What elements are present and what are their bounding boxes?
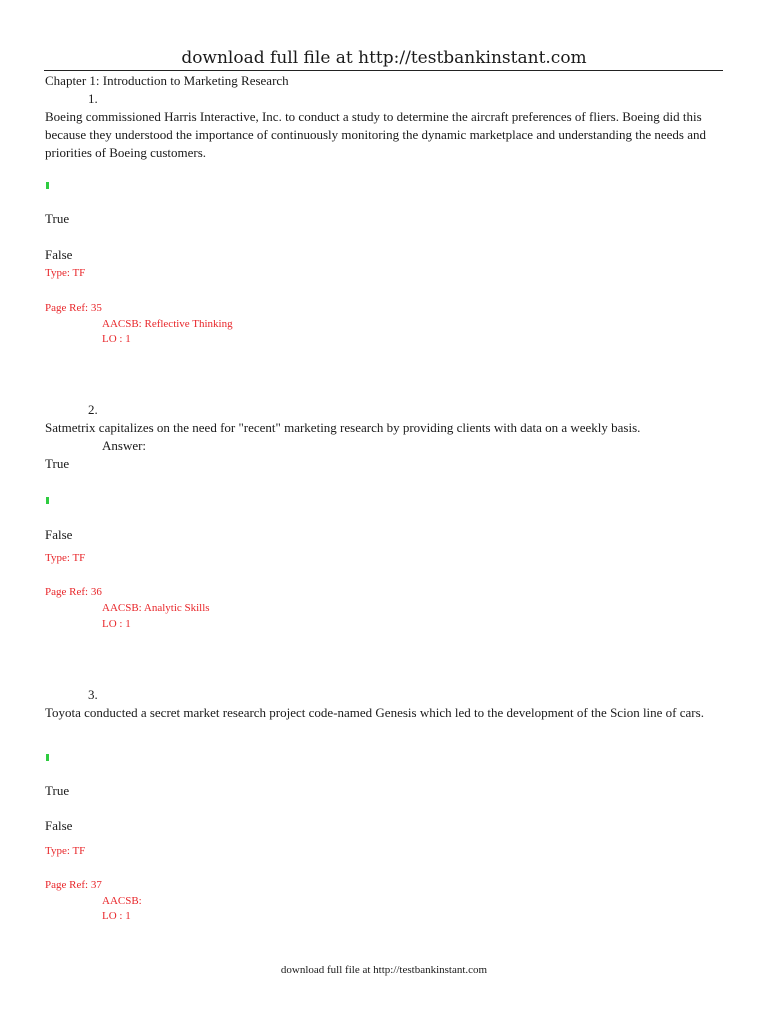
question-3-lo: LO : 1 [102,910,131,922]
question-2-page-ref: Page Ref: 36 [45,586,102,598]
header-divider [44,70,723,71]
question-3-option-true: True [45,783,70,798]
question-3-page-ref: Page Ref: 37 [45,879,102,891]
question-2-aacsb: AACSB: Analytic Skills [102,602,210,614]
question-2-text: Satmetrix capitalizes on the need for "recent" marketing research by providing clients with data on a weekly basis. [45,420,641,435]
page-header: download full file at http://testbankinstant.com [181,48,587,68]
question-3-number: 3. [88,687,98,702]
question-1-type: Type: TF [45,267,86,279]
answer-marker [46,497,49,504]
question-2-type: Type: TF [45,552,86,564]
chapter-title: Chapter 1: Introduction to Marketing Research [45,73,289,88]
question-2-answer-label: Answer: [102,438,147,453]
question-1-text: Boeing commissioned Harris Interactive, Inc. to conduct a study to determine the aircraft preferences of fliers. Boeing did this because they understood the importance of continuously monitoring the dynamic marketplace and understanding the needs and priorities of Boeing customers. [45,109,707,160]
question-1-page-ref: Page Ref: 35 [45,302,102,314]
page-footer: download full file at http://testbankinstant.com [280,964,488,976]
question-3-aacsb: AACSB: [102,895,142,907]
question-2-option-false: False [45,527,73,542]
question-3-text: Toyota conducted a secret market research project code-named Genesis which led to the development of the Scion line of cars. [45,705,704,720]
question-3-type: Type: TF [45,845,86,857]
answer-marker [46,182,49,189]
question-1-option-true: True [45,211,70,226]
question-2-option-true: True [45,456,70,471]
question-1-option-false: False [45,247,73,262]
question-3-option-false: False [45,818,73,833]
question-2-number: 2. [88,402,98,417]
answer-marker [46,754,49,761]
question-1-number: 1. [88,91,98,106]
question-1-aacsb: AACSB: Reflective Thinking [102,318,233,330]
question-1-lo: LO : 1 [102,333,131,345]
question-2-lo: LO : 1 [102,618,131,630]
